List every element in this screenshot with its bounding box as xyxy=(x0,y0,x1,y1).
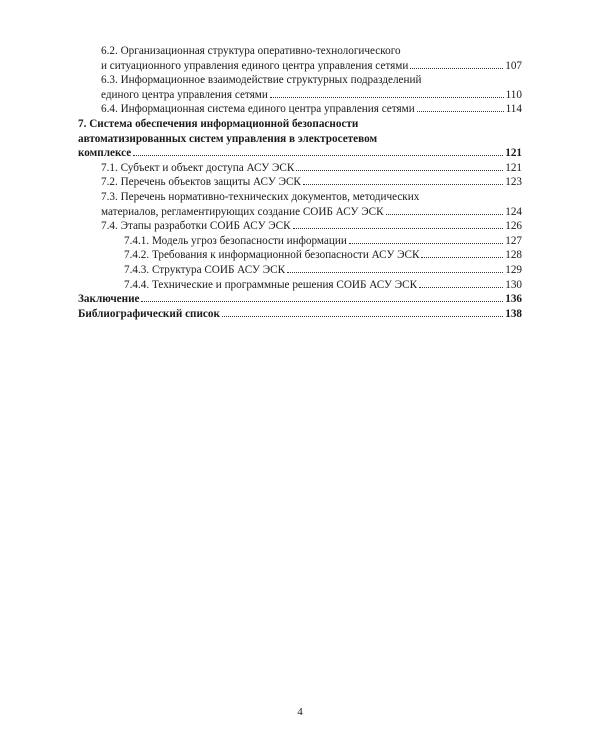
toc-entry-title: материалов, регламентирующих создание СОИБ АСУ ЭСК xyxy=(101,205,384,218)
toc-entry xyxy=(78,307,522,322)
toc-entry-title: Заключение xyxy=(78,293,140,306)
toc-entry xyxy=(78,117,522,161)
dot-leader xyxy=(141,301,503,302)
dot-leader xyxy=(293,228,504,229)
toc-entry xyxy=(78,73,522,102)
toc-entry-title: комплексе xyxy=(78,147,132,160)
dot-leader xyxy=(303,184,503,185)
dot-leader xyxy=(386,214,504,215)
page-number: 4 xyxy=(297,706,303,718)
toc-page-number: 130 xyxy=(505,278,522,291)
dot-leader xyxy=(417,111,504,112)
dot-leader xyxy=(296,170,503,171)
toc-page-number: 126 xyxy=(505,220,522,233)
toc-entry-title: 6.4. Информационная система единого центра управления сетями xyxy=(101,103,415,116)
toc-entry-title: 7. Система обеспечения информационной безопасности xyxy=(78,117,359,130)
toc-page-number: 127 xyxy=(505,234,522,247)
toc-page-number: 121 xyxy=(505,147,522,160)
toc-page-number: 138 xyxy=(505,307,522,320)
toc-page-number: 107 xyxy=(505,59,522,72)
toc-page-number: 124 xyxy=(505,205,522,218)
toc-page-number: 114 xyxy=(505,103,522,116)
dot-leader xyxy=(222,316,503,317)
toc-page-number: 128 xyxy=(505,249,522,262)
dot-leader xyxy=(421,257,503,258)
toc-entry xyxy=(78,292,522,307)
toc-entry xyxy=(78,161,522,176)
toc-entry xyxy=(78,278,522,293)
toc-entry-title: 7.4.1. Модель угроз безопасности информации xyxy=(124,234,347,247)
toc-entry xyxy=(78,190,522,219)
table-of-contents xyxy=(78,44,522,321)
toc-entry-title: 7.1. Субъект и объект доступа АСУ ЭСК xyxy=(101,161,295,174)
toc-entry xyxy=(78,263,522,278)
toc-entry xyxy=(78,102,522,117)
toc-entry-title: 6.3. Информационное взаимодействие структурных подразделений xyxy=(101,74,422,87)
toc-page-number: 123 xyxy=(505,176,522,189)
toc-entry-title: и ситуационного управления единого центра управления сетями xyxy=(101,59,409,72)
dot-leader xyxy=(419,287,503,288)
toc-page-number: 110 xyxy=(505,88,522,101)
toc-entry-title: 7.4.2. Требования к информационной безопасности АСУ ЭСК xyxy=(124,249,420,262)
dot-leader xyxy=(410,68,503,69)
toc-entry-title: Библиографический список xyxy=(78,307,220,320)
toc-entry-title: 7.4.3. Структура СОИБ АСУ ЭСК xyxy=(124,263,286,276)
toc-entry-title: 7.3. Перечень нормативно-технических документов, методических xyxy=(101,190,420,203)
toc-entry-title: автоматизированных систем управления в электросетевом xyxy=(78,132,378,145)
toc-page-number: 136 xyxy=(505,293,522,306)
toc-entry xyxy=(78,44,522,73)
toc-entry xyxy=(78,248,522,263)
toc-entry xyxy=(78,175,522,190)
toc-entry-title: 7.4.4. Технические и программные решения СОИБ АСУ ЭСК xyxy=(124,278,418,291)
toc-entry xyxy=(78,219,522,234)
dot-leader xyxy=(349,243,503,244)
dot-leader xyxy=(133,155,503,156)
toc-entry-title: 6.2. Организационная структура оперативно-технологического xyxy=(101,45,401,57)
toc-entry xyxy=(78,234,522,249)
dot-leader xyxy=(287,272,503,273)
toc-entry-title: единого центра управления сетями xyxy=(101,88,268,101)
toc-entry-title: 7.4. Этапы разработки СОИБ АСУ ЭСК xyxy=(101,220,291,233)
toc-entry-title: 7.2. Перечень объектов защиты АСУ ЭСК xyxy=(101,176,301,189)
toc-page-number: 129 xyxy=(505,263,522,276)
toc-page-number: 121 xyxy=(505,161,522,174)
dot-leader xyxy=(270,97,504,98)
